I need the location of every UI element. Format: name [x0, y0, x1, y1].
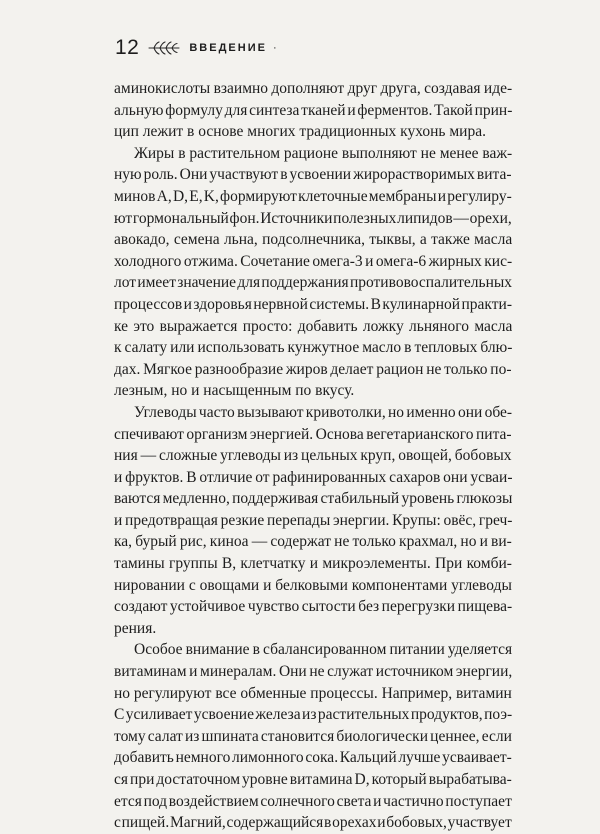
- text-line: создают устойчивое чувство сытости без перегрузки пищева-: [114, 598, 512, 616]
- body-text: [114, 78, 512, 834]
- text-line: лот имеет значение для поддержания противовоспалительных: [114, 274, 512, 292]
- text-line: альную формулу для синтеза тканей и ферментов. Такой прин-: [114, 101, 512, 119]
- text-line: минов A, D, E, K, формируют клеточные мембраны и регулиру-: [114, 187, 512, 205]
- text-line: авокадо, семена льна, подсолнечника, тыквы, а также масла: [114, 231, 512, 249]
- text-line: Особое внимание в сбалансированном питании уделяется: [134, 641, 512, 659]
- text-line: к салату или использовать кунжутное масло в тепловых блю-: [114, 339, 512, 357]
- text-line: ка, бурый рис, киноа — содержат не только крахмал, но и ви-: [114, 533, 512, 551]
- paragraph: [114, 78, 512, 143]
- text-line: и фруктов. В отличие от рафинированных сахаров они усваи-: [114, 468, 512, 486]
- header-separator: ·: [272, 42, 277, 54]
- paragraph: [114, 402, 512, 640]
- text-line: цип лежит в основе многих традиционных кухонь мира.: [114, 123, 486, 141]
- text-line: витаминам и минералам. Они не служат источником энергии,: [114, 663, 512, 681]
- page-number: 12: [115, 36, 140, 59]
- text-line: и предотвращая резкие перепады энергии. Крупы: овёс, греч-: [114, 511, 512, 529]
- text-line: тому салат из шпината становится биологически ценнее, если: [114, 727, 512, 745]
- text-line: ся при достаточном уровне витамина D, который вырабатыва-: [114, 771, 512, 788]
- text-line: холодного отжима. Сочетание омега-3 и омега-6 жирных кис-: [114, 252, 512, 270]
- text-line: ке это выражается просто: добавить ложку льняного масла: [114, 317, 512, 335]
- text-line: нировании с овощами и белковыми компонентами углеводы: [114, 576, 512, 594]
- text-line: Углеводы часто вызывают кривотолки, но именно они обе-: [134, 403, 512, 421]
- paragraph: [114, 143, 512, 402]
- text-line: ют гормональный фон. Источники полезных липидов — орехи,: [114, 209, 512, 227]
- text-line: Жиры в растительном рационе выполняют не менее важ-: [134, 144, 512, 162]
- laurel-sprig-icon: [147, 40, 181, 56]
- text-line: C усиливает усвоение железа из растительных продуктов, поэ-: [114, 706, 512, 724]
- text-line: добавить немного лимонного сока. Кальций лучше усваивает-: [114, 749, 512, 767]
- text-line: аминокислоты взаимно дополняют друг друга, создавая иде-: [114, 80, 512, 97]
- section-title: ВВЕДЕНИЕ: [189, 42, 267, 54]
- text-line: тамины группы B, клетчатку и микроэлементы. При комби-: [114, 555, 512, 573]
- text-line: ния — сложные углеводы из цельных круп, овощей, бобовых: [114, 447, 512, 465]
- text-line: спечивают организм энергией. Основа вегетарианского пита-: [114, 425, 512, 443]
- text-line: ную роль. Они участвуют в усвоении жирорастворимых вита-: [114, 166, 512, 184]
- text-line: ваются медленно, поддерживая стабильный уровень глюкозы: [114, 490, 512, 508]
- paragraph: [114, 639, 512, 833]
- text-line: лезным, но и насыщенным по вкусу.: [114, 382, 355, 400]
- text-line: процессов и здоровья нервной системы. В кулинарной практи-: [114, 295, 512, 313]
- text-line: дах. Мягкое разнообразие жиров делает рацион не только по-: [114, 360, 512, 378]
- text-line: ется под воздействием солнечного света и частично поступает: [114, 792, 512, 810]
- text-line: с пищей. Магний, содержащийся в орехах и бобовых, участвует: [114, 814, 512, 832]
- text-line: но регулируют все обменные процессы. Например, витамин: [114, 684, 512, 702]
- text-line: рения.: [114, 619, 157, 637]
- running-header: [115, 36, 277, 60]
